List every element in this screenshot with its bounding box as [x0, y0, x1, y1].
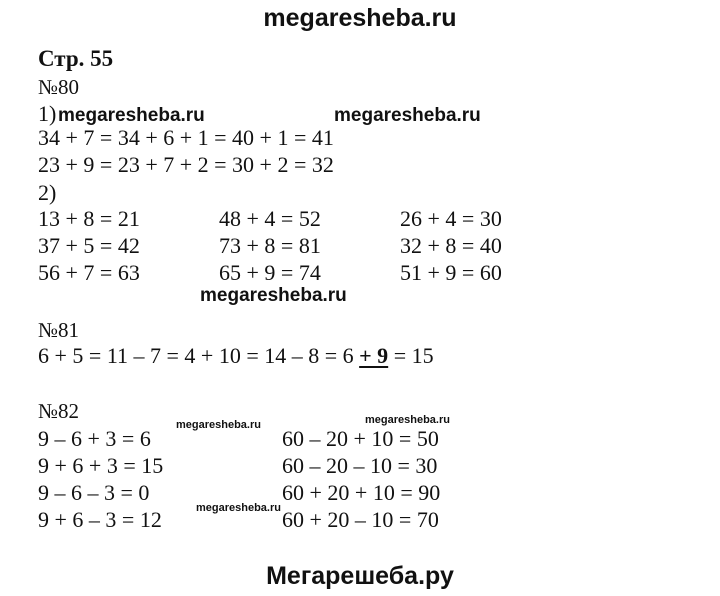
task-81-underlined-term: + 9 — [359, 343, 389, 368]
task-80-cell: 13 + 8 = 21 — [38, 206, 140, 231]
task-82-left-line: 9 + 6 + 3 = 15 — [38, 453, 164, 478]
task-80-cell: 51 + 9 = 60 — [400, 260, 502, 285]
page-heading: Стр. 55 — [38, 46, 114, 71]
site-header-watermark: megaresheba.ru — [263, 4, 457, 32]
task-82-left-line: 9 – 6 + 3 = 6 — [38, 426, 151, 451]
task-82-right-line: 60 + 20 + 10 = 90 — [282, 480, 441, 505]
task-82-number: №82 — [38, 399, 80, 423]
watermark-text: megaresheba.ru — [176, 419, 261, 431]
task-82-right-line: 60 – 20 + 10 = 50 — [282, 426, 439, 451]
task-80-part2-label: 2) — [38, 180, 57, 205]
task-80-cell: 73 + 8 = 81 — [219, 233, 321, 258]
task-80-cell: 48 + 4 = 52 — [219, 206, 321, 231]
site-footer-watermark: Мегарешеба.ру — [266, 562, 454, 590]
watermark-text: megaresheba.ru — [334, 105, 481, 126]
watermark-text: megaresheba.ru — [196, 502, 281, 514]
task-81-line — [38, 343, 434, 369]
task-82-right-line: 60 + 20 – 10 = 70 — [282, 507, 439, 532]
task-82-right-line: 60 – 20 – 10 = 30 — [282, 453, 438, 478]
task-80-cell: 37 + 5 = 42 — [38, 233, 140, 258]
task-81-line-start: 6 + 5 = 11 – 7 = 4 + 10 = 14 – 8 = 6 — [38, 343, 360, 368]
watermark-text: megaresheba.ru — [365, 414, 450, 426]
task-80-line: 34 + 7 = 34 + 6 + 1 = 40 + 1 = 41 — [38, 125, 334, 150]
task-81-number: №81 — [38, 318, 80, 342]
watermark-text: megaresheba.ru — [58, 105, 205, 126]
task-80-part1-label: 1) — [38, 101, 57, 126]
task-82-left-line: 9 + 6 – 3 = 12 — [38, 507, 162, 532]
task-80-cell: 56 + 7 = 63 — [38, 260, 140, 285]
task-80-line: 23 + 9 = 23 + 7 + 2 = 30 + 2 = 32 — [38, 152, 334, 177]
task-80-number: №80 — [38, 75, 80, 99]
watermark-text: megaresheba.ru — [200, 285, 347, 306]
task-82-left-line: 9 – 6 – 3 = 0 — [38, 480, 150, 505]
task-80-cell: 65 + 9 = 74 — [219, 260, 321, 285]
task-80-cell: 26 + 4 = 30 — [400, 206, 502, 231]
task-80-cell: 32 + 8 = 40 — [400, 233, 502, 258]
task-81-line-end: = 15 — [388, 343, 434, 368]
